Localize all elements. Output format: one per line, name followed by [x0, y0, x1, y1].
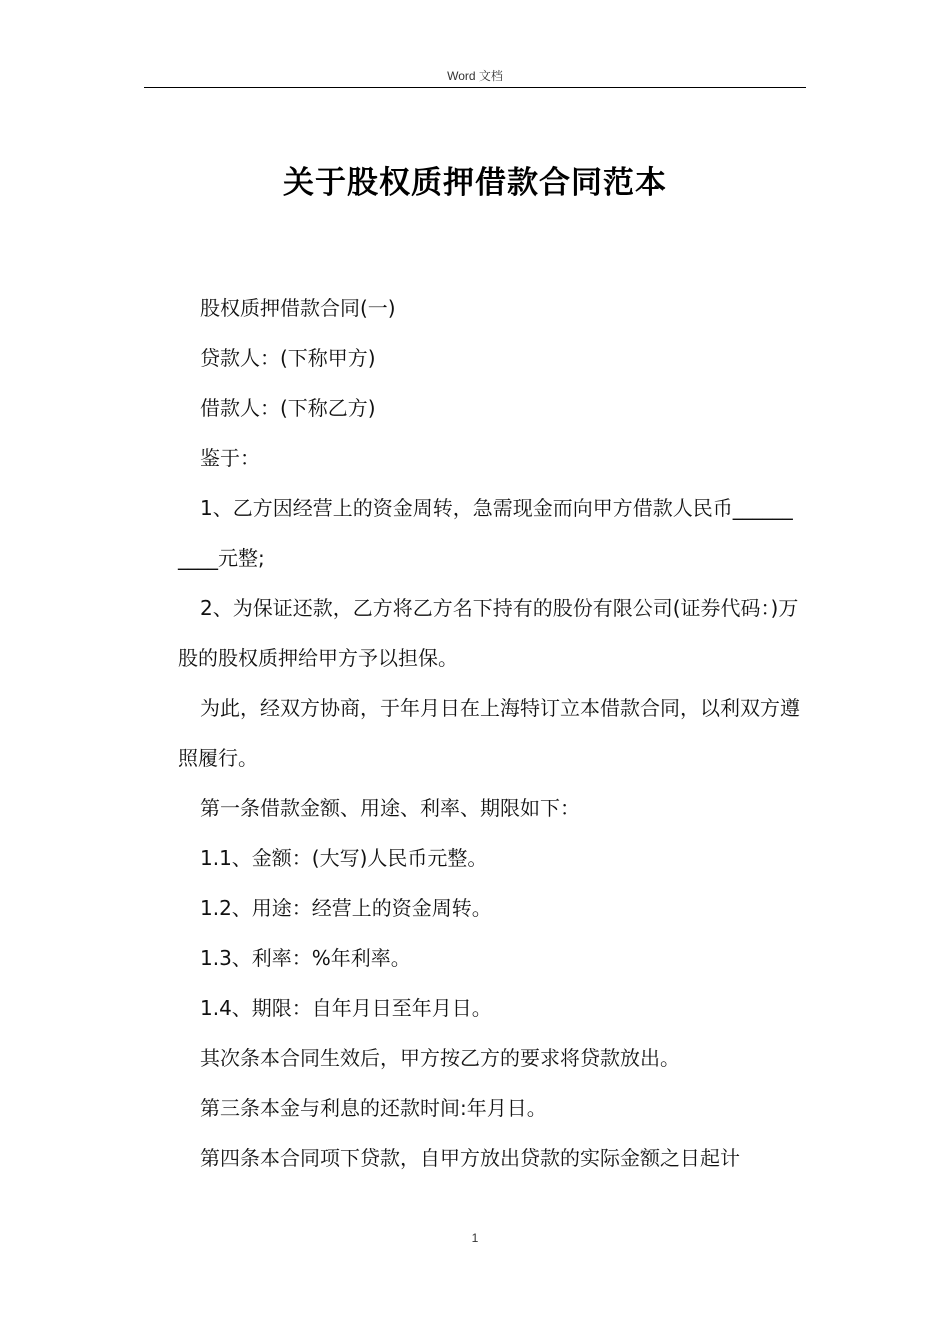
- document-title: 关于股权质押借款合同范本: [283, 165, 667, 201]
- document-body: [178, 283, 802, 1183]
- paragraph: 1.4、期限：自年月日至年月日。: [200, 996, 492, 1020]
- paragraph: 1.2、用途：经营上的资金周转。: [200, 896, 492, 920]
- paragraph: 为此，经双方协商，于年月日在上海特订立本借款合同，以利双方遵照履行。: [178, 696, 800, 770]
- paragraph: 股权质押借款合同(一): [200, 296, 396, 320]
- header-divider: [144, 87, 806, 88]
- paragraph: 2、为保证还款，乙方将乙方名下持有的股份有限公司(证券代码：)万股的股权质押给甲方予以担保。: [178, 596, 799, 670]
- page-header: Word 文档: [447, 69, 503, 83]
- paragraph: 第四条本合同项下贷款，自甲方放出贷款的实际金额之日起计: [200, 1146, 740, 1170]
- paragraph: 第三条本金与利息的还款时间:年月日。: [200, 1096, 547, 1120]
- page-number: 1: [471, 1231, 479, 1245]
- paragraph: 借款人：(下称乙方): [200, 396, 376, 420]
- paragraph: 1.1、金额：(大写)人民币元整。: [200, 846, 488, 870]
- paragraph: 1.3、利率：%年利率。: [200, 946, 411, 970]
- paragraph: 第一条借款金额、用途、利率、期限如下：: [200, 796, 580, 820]
- paragraph: 鉴于：: [200, 446, 260, 470]
- paragraph: 贷款人：(下称甲方): [200, 346, 376, 370]
- paragraph: 1、乙方因经营上的资金周转，急需现金而向甲方借款人民币__________元整;: [178, 496, 793, 570]
- paragraph: 其次条本合同生效后，甲方按乙方的要求将贷款放出。: [200, 1046, 680, 1070]
